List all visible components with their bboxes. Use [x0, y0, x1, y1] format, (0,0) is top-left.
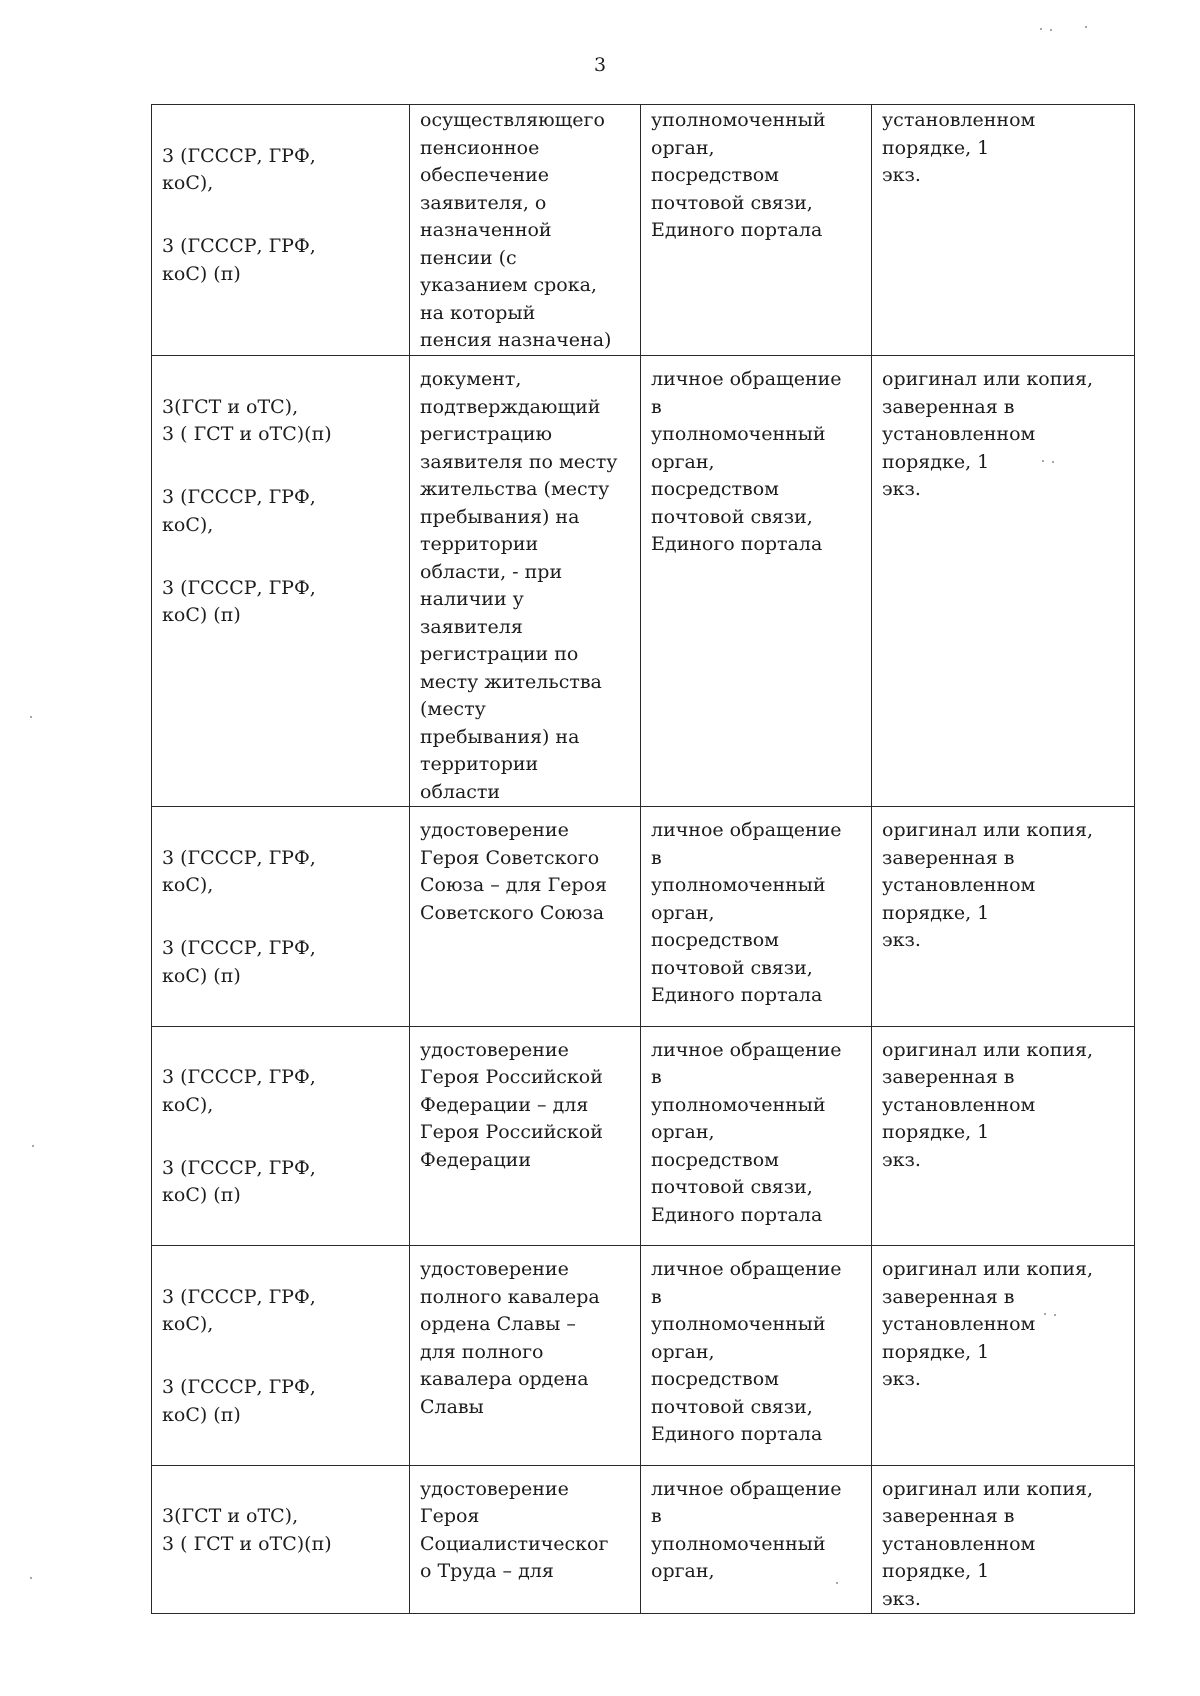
document-form: оригинал или копия, заверенная в установленном порядке, 1 экз. — [882, 1477, 1094, 1610]
table-row — [152, 1465, 1135, 1614]
applicant-category: 3 (ГСССР, ГРФ, коС), — [162, 144, 316, 194]
applicant-category: 3 (ГСССР, ГРФ, коС) (п) — [162, 1376, 316, 1426]
document-form: оригинал или копия, заверенная в установленном порядке, 1 экз. — [882, 819, 1094, 951]
documents-table — [151, 104, 1135, 1614]
applicant-category-cell — [152, 356, 410, 807]
scan-speck — [1042, 460, 1044, 462]
applicant-category: 3 (ГСССР, ГРФ, коС), — [162, 846, 316, 896]
applicant-category: 3 (ГСССР, ГРФ, коС), — [162, 486, 316, 536]
applicant-category: 3 (ГСССР, ГРФ, коС) (п) — [162, 576, 316, 626]
document-description: документ, подтверждающий регистрацию заявителя по месту жительства (месту пребывания) на территории области, - при наличии у заявителя регистрации по месту жительства (месту пребывания) на территории области — [420, 368, 618, 803]
document-cell — [410, 807, 641, 1027]
document-description: удостоверение Героя Российской Федерации – для Героя Российской Федерации — [420, 1038, 603, 1171]
scan-speck — [30, 716, 32, 718]
scan-speck — [1085, 26, 1087, 28]
document-form: установленном порядке, 1 экз. — [882, 109, 1036, 186]
applicant-category: 3 (ГСССР, ГРФ, коС), — [162, 1066, 316, 1116]
applicant-category: 3(ГСТ и оТС), 3 ( ГСТ и оТС)(п) — [162, 395, 332, 445]
scan-speck — [836, 1582, 838, 1584]
table-row — [152, 1026, 1135, 1246]
scan-speck — [1052, 461, 1054, 463]
submission-method: уполномоченный орган, посредством почтовой связи, Единого портала — [651, 109, 826, 241]
applicant-category-cell — [152, 1246, 410, 1466]
submission-method: личное обращение в уполномоченный орган, посредством почтовой связи, Единого портала — [651, 819, 842, 1006]
page-number: 3 — [593, 54, 607, 76]
applicant-category-cell — [152, 1465, 410, 1614]
document-form-cell — [872, 1026, 1135, 1246]
applicant-category-cell — [152, 105, 410, 356]
applicant-category-cell — [152, 1026, 410, 1246]
submission-method-cell — [641, 807, 872, 1027]
document-form-cell — [872, 1465, 1135, 1614]
submission-method-cell — [641, 1465, 872, 1614]
table-row — [152, 105, 1135, 356]
scan-speck — [1044, 1313, 1046, 1315]
table-row — [152, 807, 1135, 1027]
table-row — [152, 1246, 1135, 1466]
document-form-cell — [872, 105, 1135, 356]
document-form: оригинал или копия, заверенная в установленном порядке, 1 экз. — [882, 368, 1094, 500]
document-form-cell — [872, 1246, 1135, 1466]
applicant-category: 3 (ГСССР, ГРФ, коС), — [162, 1285, 316, 1335]
document-form: оригинал или копия, заверенная в установленном порядке, 1 экз. — [882, 1038, 1094, 1171]
applicant-category: 3(ГСТ и оТС), 3 ( ГСТ и оТС)(п) — [162, 1505, 332, 1555]
document-description: осуществляющего пенсионное обеспечение заявителя, о назначенной пенсии (с указанием срока, на который пенсия назначена) — [420, 109, 612, 351]
applicant-category: 3 (ГСССР, ГРФ, коС) (п) — [162, 235, 316, 285]
submission-method-cell — [641, 356, 872, 807]
document-form-cell — [872, 807, 1135, 1027]
document-form-cell — [872, 356, 1135, 807]
document-cell — [410, 1026, 641, 1246]
submission-method-cell — [641, 1246, 872, 1466]
document-cell — [410, 1246, 641, 1466]
submission-method: личное обращение в уполномоченный орган, посредством почтовой связи, Единого портала — [651, 1038, 842, 1226]
submission-method-cell — [641, 1026, 872, 1246]
submission-method: личное обращение в уполномоченный орган, посредством почтовой связи, Единого портала — [651, 1258, 842, 1445]
applicant-category-cell — [152, 807, 410, 1027]
submission-method: личное обращение в уполномоченный орган, посредством почтовой связи, Единого портала — [651, 368, 842, 555]
document-description: удостоверение Героя Социалистическог о Труда – для — [420, 1477, 609, 1582]
table-row — [152, 356, 1135, 807]
scan-speck — [1050, 29, 1052, 31]
submission-method-cell — [641, 105, 872, 356]
document-cell — [410, 1465, 641, 1614]
scan-speck — [32, 1145, 34, 1147]
applicant-category: 3 (ГСССР, ГРФ, коС) (п) — [162, 1156, 316, 1206]
submission-method: личное обращение в уполномоченный орган, — [651, 1477, 842, 1582]
applicant-category: 3 (ГСССР, ГРФ, коС) (п) — [162, 937, 316, 987]
scan-speck — [1040, 28, 1042, 30]
document-description: удостоверение полного кавалера ордена Славы – для полного кавалера ордена Славы — [420, 1258, 600, 1418]
document-cell — [410, 356, 641, 807]
scan-speck — [1054, 1314, 1056, 1316]
document-description: удостоверение Героя Советского Союза – для Героя Советского Союза — [420, 819, 607, 924]
document-cell — [410, 105, 641, 356]
document-form: оригинал или копия, заверенная в установленном порядке, 1 экз. — [882, 1258, 1094, 1390]
scan-speck — [30, 1577, 32, 1579]
